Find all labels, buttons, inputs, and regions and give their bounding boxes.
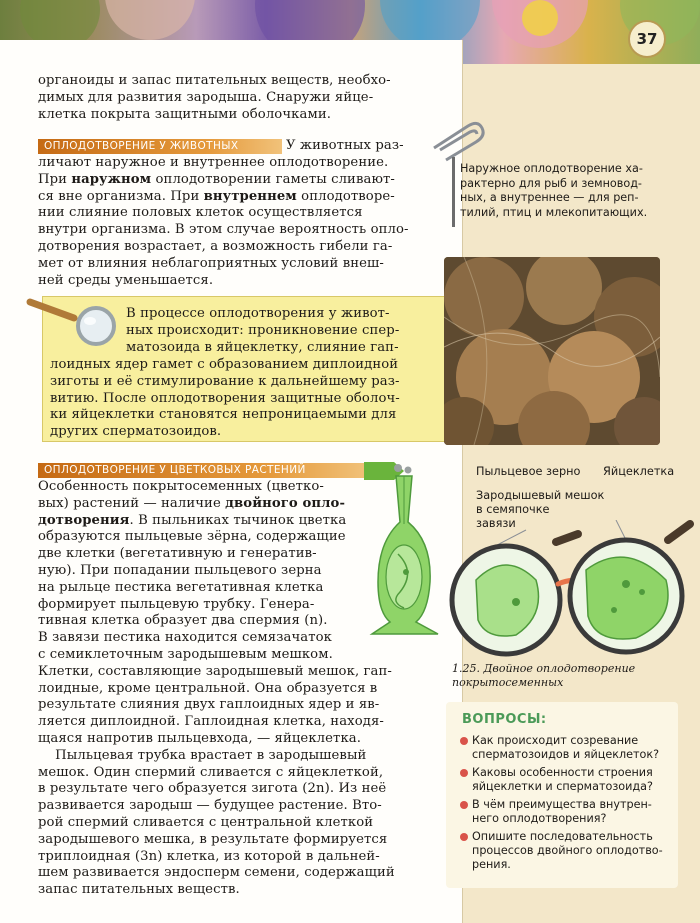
plants-line: Пыльцевая трубка врастает в зародышевый xyxy=(38,747,367,763)
plants-line: на рыльце пестика вегетативная клетка xyxy=(38,579,324,595)
plants-line: мешок. Один спермий сливается с яйцеклеткой, xyxy=(38,764,384,780)
side-note xyxy=(460,162,658,220)
intro-paragraph xyxy=(38,73,391,123)
animals-line: ней среды уменьшается. xyxy=(38,272,214,288)
info-box-line: В процессе оплодотворения у живот- xyxy=(126,306,390,321)
animals-line: При наружном оплодотворении гаметы сливают- xyxy=(38,171,395,187)
info-box-line: лоидных ядер гамет с образованием диплоидной xyxy=(50,357,399,372)
animals-line: ся вне организма. При внутреннем оплодотворе- xyxy=(38,188,395,204)
paperclip-icon xyxy=(428,118,488,162)
plants-line: образуются пыльцевые зёрна, содержащие xyxy=(38,529,346,545)
plants-line: в результате чего образуется зигота (2n). Из неё xyxy=(38,781,387,797)
plants-line: рой спермий сливается с центральной клеткой xyxy=(38,814,374,830)
plants-line: две клетки (вегетативную и генератив- xyxy=(38,546,317,562)
animals-line: мет от влияния неблагоприятных условий внеш- xyxy=(38,255,384,271)
plants-line: щаяся напротив пыльцевхода, — яйцеклетка. xyxy=(38,730,362,746)
plants-line: лоидные, кроме центральной. Она образуется в xyxy=(38,680,378,696)
intro-line: димых для развития зародыша. Снаружи яйцe- xyxy=(38,89,374,105)
animals-line: личают наружное и внутреннее оплодотворение. xyxy=(38,155,389,170)
questions-title: ВОПРОСЫ: xyxy=(462,712,547,727)
bullet-icon xyxy=(460,833,468,841)
label-pollen-grain: Пыльцевое зерно xyxy=(476,465,581,478)
plants-paragraph-a xyxy=(38,479,395,899)
bullet-icon xyxy=(460,737,468,745)
label-egg-cell: Яйцеклетка xyxy=(603,465,675,478)
plants-line: ляется диплоидной. Гаплоидная клетка, находя- xyxy=(38,714,384,730)
side-note-rule xyxy=(452,157,455,227)
label-embryo-sac: в семяпочке xyxy=(476,503,550,516)
animals-first-line-tail: У животных раз- xyxy=(286,138,404,153)
plants-line: зародышевого мешка, в результате формируется xyxy=(38,831,388,847)
label-embryo-sac: завязи xyxy=(476,517,516,530)
info-box-line: других сперматозоидов. xyxy=(50,424,222,440)
plants-line: развивается зародыш — будущее растение. Вто- xyxy=(38,798,382,814)
plants-line: триплоидная (3n) клетка, из которой в дальней- xyxy=(38,848,380,864)
plants-line: тивная клетка образует два спермия (n). xyxy=(38,613,328,629)
pistil-diagram xyxy=(360,462,450,642)
info-box-line: матозоида в яйцеклетку, слияние гап- xyxy=(126,340,399,355)
plants-line: ную). При попадании пыльцевого зерна xyxy=(38,562,322,578)
section-heading-animals: ОПЛОДОТВОРЕНИЕ У ЖИВОТНЫХ xyxy=(38,139,282,154)
animals-line: внутри организма. В этом случае вероятность опло- xyxy=(38,222,409,238)
plants-line: с семиклеточным зародышевым мешком. xyxy=(38,646,333,662)
page-number: 37 xyxy=(628,20,666,58)
plants-line: дотворения. В пыльниках тычинок цветка xyxy=(38,512,347,528)
animals-line: нии слияние половых клеток осуществляется xyxy=(38,205,363,221)
plants-line: шем развивается эндосперм семени, содержащий xyxy=(38,865,395,881)
double-fertilization-diagram xyxy=(446,520,694,660)
plants-line: запас питательных веществ. xyxy=(38,882,240,898)
intro-line: органоиды и запас питательных веществ, необхо- xyxy=(38,73,391,88)
plants-line: В завязи пестика находится семязачаток xyxy=(38,630,333,646)
info-box-line: ки яйцеклетки становятся непроницаемыми для xyxy=(50,407,397,423)
side-note-line: рактерно для рыб и земновод- xyxy=(460,176,642,190)
intro-line: клетка покрыта защитными оболочками. xyxy=(38,106,331,122)
info-box-rest xyxy=(50,357,400,441)
figure-caption-line: покрытосеменных xyxy=(452,675,564,689)
section-heading-plants: ОПЛОДОТВОРЕНИЕ У ЦВЕТКОВЫХ РАСТЕНИЙ xyxy=(38,463,368,478)
plants-line: Особенность покрытосеменных (цветко- xyxy=(38,479,324,494)
micrograph-image xyxy=(444,257,660,445)
plants-line: Клетки, составляющие зародышевый мешок, гап- xyxy=(38,663,392,679)
animals-line: дотворения возрастает, а возможность гибели га- xyxy=(38,238,393,254)
magnifier-icon xyxy=(22,296,122,356)
bullet-icon xyxy=(460,801,468,809)
figure-caption-line: 1.25. Двойное оплодотворение xyxy=(452,662,636,675)
plants-line: вых) растений — наличие двойного опло- xyxy=(38,495,346,511)
bullet-icon xyxy=(460,769,468,777)
side-note-line: Наружное оплодотворение ха- xyxy=(460,162,643,175)
info-box-line: зиготы и её стимулирование к дальнейшему раз- xyxy=(50,373,400,389)
info-box-line: ных происходит: проникновение спер- xyxy=(126,323,400,338)
animals-paragraph xyxy=(38,155,409,289)
info-box-line: витию. После оплодотворения защитные оболоч- xyxy=(50,390,400,406)
label-embryo-sac: Зародышевый мешок xyxy=(476,489,605,502)
plants-line: формирует пыльцевую трубку. Генера- xyxy=(38,596,315,612)
side-note-line: тилий, птиц и млекопитающих. xyxy=(460,205,648,219)
figure-caption xyxy=(452,662,635,689)
questions-box: ВОПРОСЫ: Как происходит созревание сперматозоидов и яйцеклеток? Каковы особенности строения яйцеклетки и сперматозоида? В чём преимущества внутрен- него оплодотворения? Опишите последовательность процессов двойного оплодотво- рения. xyxy=(446,702,678,888)
plants-line: результате слияния двух гаплоидных ядер и яв- xyxy=(38,697,380,713)
side-note-line: ных, а внутреннее — для реп- xyxy=(460,191,639,205)
